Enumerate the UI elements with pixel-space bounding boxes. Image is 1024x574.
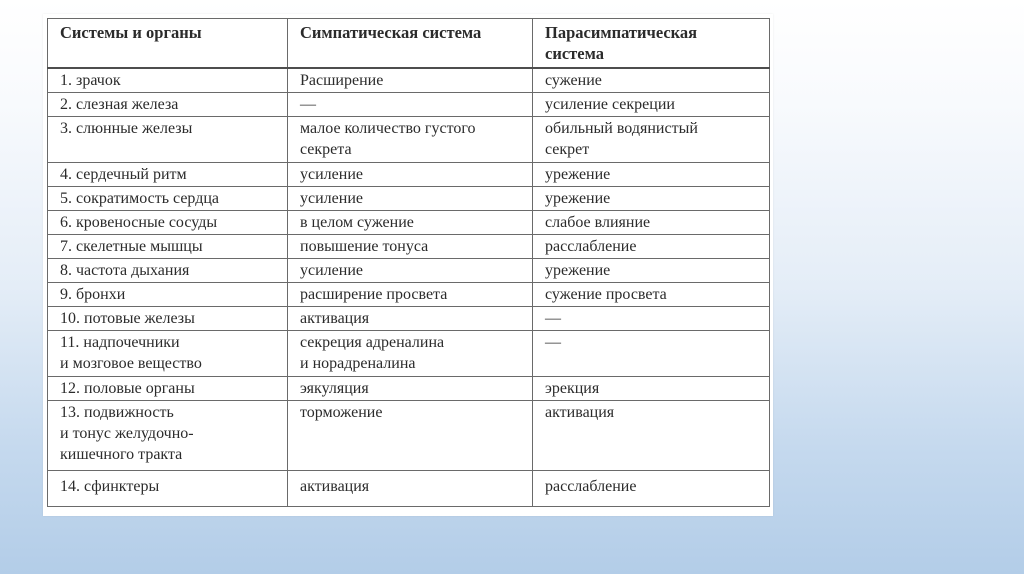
parasympathetic-cell: усиление секреции (533, 93, 770, 117)
organ-cell: 2. слезная железа (48, 93, 288, 117)
parasympathetic-cell: расслабление (533, 235, 770, 259)
parasympathetic-cell: активация (533, 401, 770, 471)
parasympathetic-cell: слабое влияние (533, 211, 770, 235)
parasympathetic-cell: расслабление (533, 471, 770, 507)
organ-cell: 11. надпочечники и мозговое вещество (48, 331, 288, 377)
table-row (48, 187, 770, 211)
table-row (48, 401, 770, 471)
sympathetic-cell: усиление (288, 163, 533, 187)
sympathetic-cell: повышение тонуса (288, 235, 533, 259)
organ-cell: 5. сократимость сердца (48, 187, 288, 211)
organ-cell: 4. сердечный ритм (48, 163, 288, 187)
parasympathetic-cell: обильный водянистый секрет (533, 117, 770, 163)
header-sympathetic: Симпатическая система (288, 19, 533, 69)
organ-cell: 12. половые органы (48, 377, 288, 401)
organ-cell: 10. потовые железы (48, 307, 288, 331)
parasympathetic-cell: сужение просвета (533, 283, 770, 307)
organ-cell: 3. слюнные железы (48, 117, 288, 163)
parasympathetic-cell: эрекция (533, 377, 770, 401)
organ-cell: 7. скелетные мышцы (48, 235, 288, 259)
table-row (48, 331, 770, 377)
sympathetic-cell: усиление (288, 187, 533, 211)
table-row (48, 93, 770, 117)
sympathetic-cell: эякуляция (288, 377, 533, 401)
sympathetic-cell: торможение (288, 401, 533, 471)
sympathetic-cell: — (288, 93, 533, 117)
organ-cell: 9. бронхи (48, 283, 288, 307)
table-row (48, 163, 770, 187)
table-row (48, 68, 770, 93)
parasympathetic-cell: урежение (533, 163, 770, 187)
organ-cell: 13. подвижность и тонус желудочно- кишечного тракта (48, 401, 288, 471)
sympathetic-cell: расширение просвета (288, 283, 533, 307)
parasympathetic-cell: сужение (533, 68, 770, 93)
sympathetic-cell: активация (288, 471, 533, 507)
table-row (48, 377, 770, 401)
organ-cell: 14. сфинктеры (48, 471, 288, 507)
scanned-table-image (43, 14, 773, 516)
table-row (48, 117, 770, 163)
parasympathetic-cell: — (533, 307, 770, 331)
table-row (48, 259, 770, 283)
sympathetic-cell: активация (288, 307, 533, 331)
sympathetic-cell: усиление (288, 259, 533, 283)
header-systems-organs: Системы и органы (48, 19, 288, 69)
sympathetic-cell: малое количество густого секрета (288, 117, 533, 163)
header-parasympathetic: Парасимпатическая система (533, 19, 770, 69)
header-row (48, 19, 770, 69)
table-row (48, 283, 770, 307)
parasympathetic-cell: урежение (533, 187, 770, 211)
table-row (48, 211, 770, 235)
parasympathetic-cell: урежение (533, 259, 770, 283)
table-row (48, 235, 770, 259)
table-row (48, 307, 770, 331)
sympathetic-cell: секреция адреналина и норадреналина (288, 331, 533, 377)
sympathetic-cell: Расширение (288, 68, 533, 93)
sympathetic-cell: в целом сужение (288, 211, 533, 235)
organ-cell: 1. зрачок (48, 68, 288, 93)
organ-cell: 8. частота дыхания (48, 259, 288, 283)
parasympathetic-cell: — (533, 331, 770, 377)
organ-cell: 6. кровеносные сосуды (48, 211, 288, 235)
table-row (48, 471, 770, 507)
autonomic-system-table (47, 18, 770, 507)
